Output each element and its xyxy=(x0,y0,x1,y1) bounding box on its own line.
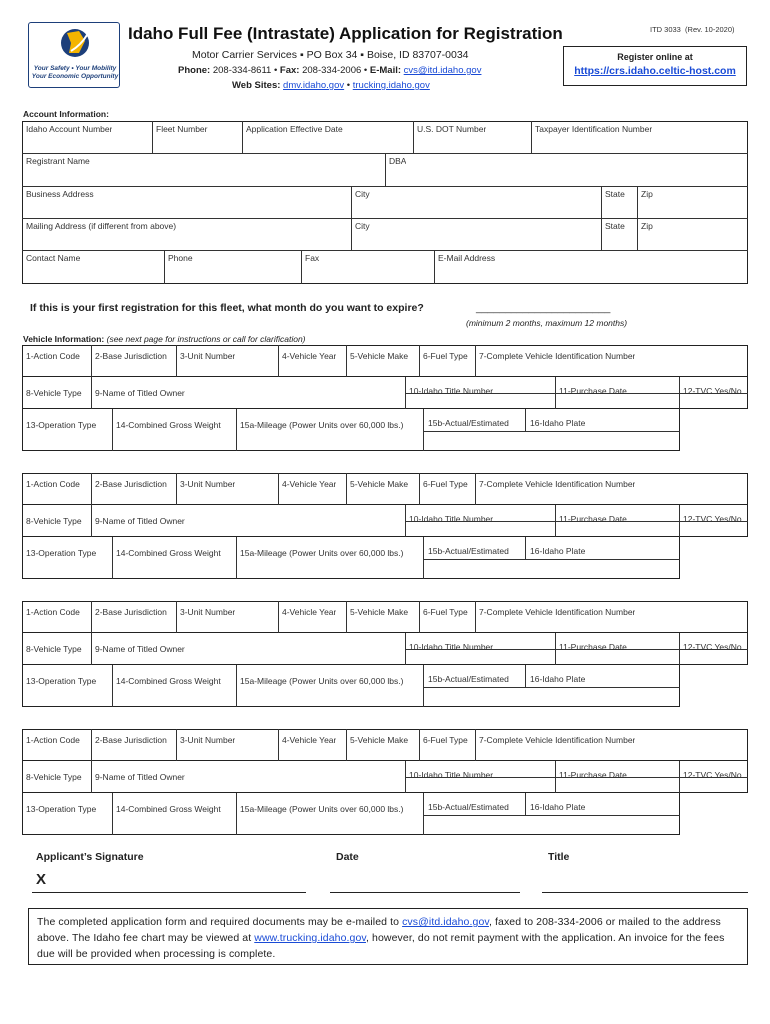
base-jurisdiction-field-4[interactable]: 2-Base Jurisdiction xyxy=(95,735,167,745)
form-title: Idaho Full Fee (Intrastate) Application for Registration xyxy=(128,24,563,43)
date-line[interactable] xyxy=(330,892,520,893)
business-zip-field[interactable]: Zip xyxy=(641,189,653,199)
fuel-type-field-1[interactable]: 6-Fuel Type xyxy=(423,351,468,361)
vehicle-type-field-4[interactable]: 8-Vehicle Type xyxy=(26,772,82,782)
footer-text-1: The completed application form and required documents may be e-mailed to xyxy=(37,916,403,928)
base-jurisdiction-field-3[interactable]: 2-Base Jurisdiction xyxy=(95,607,167,617)
dept-name: Motor Carrier Services xyxy=(192,49,298,61)
idaho-title-number-field-1[interactable]: 10-Idaho Title Number xyxy=(409,386,494,396)
idaho-account-number-field[interactable]: Idaho Account Number xyxy=(26,124,113,134)
operation-type-field-3[interactable]: 13-Operation Type xyxy=(26,676,97,686)
purchase-date-field-1[interactable]: 11-Purchase Date xyxy=(559,386,627,396)
unit-number-field-3[interactable]: 3-Unit Number xyxy=(180,607,236,617)
combined-gross-weight-field-2[interactable]: 14-Combined Gross Weight xyxy=(116,548,221,558)
vehicle-make-field-3[interactable]: 5-Vehicle Make xyxy=(350,607,409,617)
action-code-field-4[interactable]: 1-Action Code xyxy=(26,735,80,745)
purchase-date-field-4[interactable]: 11-Purchase Date xyxy=(559,770,627,780)
idaho-plate-field-3[interactable]: 16-Idaho Plate xyxy=(530,674,586,684)
fuel-type-field-2[interactable]: 6-Fuel Type xyxy=(423,479,468,489)
vehicle-year-field-1[interactable]: 4-Vehicle Year xyxy=(282,351,337,361)
phone-number: 208-334-8611 xyxy=(212,65,272,76)
mailing-state-field[interactable]: State xyxy=(605,221,625,231)
purchase-date-field-2[interactable]: 11-Purchase Date xyxy=(559,514,627,524)
tvc-yes-no-field-1[interactable]: 12-TVC Yes/No xyxy=(683,386,742,396)
action-code-field-1[interactable]: 1-Action Code xyxy=(26,351,80,361)
vehicle-year-field-3[interactable]: 4-Vehicle Year xyxy=(282,607,337,617)
operation-type-field-1[interactable]: 13-Operation Type xyxy=(26,420,97,430)
mileage-field-2[interactable]: 15a-Mileage (Power Units over 60,000 lbs.) xyxy=(240,548,404,558)
titled-owner-field-1[interactable]: 9-Name of Titled Owner xyxy=(95,388,185,398)
register-online-box xyxy=(563,46,747,86)
websites-label: Web Sites: xyxy=(232,80,281,91)
base-jurisdiction-field-1[interactable]: 2-Base Jurisdiction xyxy=(95,351,167,361)
form-revision: (Rev. 10-2020) xyxy=(685,25,735,34)
titled-owner-field-2[interactable]: 9-Name of Titled Owner xyxy=(95,516,185,526)
expiry-note: (minimum 2 months, maximum 12 months) xyxy=(466,318,628,328)
date-label: Date xyxy=(336,851,359,863)
footer-email-link[interactable]: cvs@itd.idaho.gov xyxy=(402,916,489,928)
signature-line[interactable] xyxy=(32,892,306,893)
base-jurisdiction-field-2[interactable]: 2-Base Jurisdiction xyxy=(95,479,167,489)
logo-tagline-1: Your Safety • Your Mobility xyxy=(33,65,117,72)
actual-estimated-field-4[interactable]: 15b-Actual/Estimated xyxy=(428,802,509,812)
dba-field[interactable]: DBA xyxy=(389,156,407,166)
tvc-yes-no-field-3[interactable]: 12-TVC Yes/No xyxy=(683,642,742,652)
title-label: Title xyxy=(548,851,570,863)
signature-x-mark: X xyxy=(36,871,47,888)
titled-owner-field-3[interactable]: 9-Name of Titled Owner xyxy=(95,644,185,654)
fleet-number-field[interactable]: Fleet Number xyxy=(156,124,208,134)
mailing-zip-field[interactable]: Zip xyxy=(641,221,653,231)
operation-type-field-4[interactable]: 13-Operation Type xyxy=(26,804,97,814)
vehicle-type-field-2[interactable]: 8-Vehicle Type xyxy=(26,516,82,526)
contact-name-field[interactable]: Contact Name xyxy=(26,253,81,263)
contact-email-field[interactable]: E-Mail Address xyxy=(438,253,496,263)
registrant-name-field[interactable]: Registrant Name xyxy=(26,156,90,166)
vehicle-make-field-2[interactable]: 5-Vehicle Make xyxy=(350,479,409,489)
city-line: Boise, ID 83707-0034 xyxy=(366,49,469,61)
address-line: Motor Carrier Services ▪ PO Box 34 ▪ Boise, ID 83707-0034 xyxy=(192,49,469,61)
fuel-type-field-4[interactable]: 6-Fuel Type xyxy=(423,735,468,745)
po-box: PO Box 34 xyxy=(306,49,358,61)
vehicle-type-field-1[interactable]: 8-Vehicle Type xyxy=(26,388,82,398)
vehicle-make-field-1[interactable]: 5-Vehicle Make xyxy=(350,351,409,361)
account-info-table xyxy=(22,121,748,284)
form-number xyxy=(650,25,735,34)
tvc-yes-no-field-2[interactable]: 12-TVC Yes/No xyxy=(683,514,742,524)
purchase-date-field-3[interactable]: 11-Purchase Date xyxy=(559,642,627,652)
titled-owner-field-4[interactable]: 9-Name of Titled Owner xyxy=(95,772,185,782)
email-link[interactable]: cvs@itd.idaho.gov xyxy=(403,65,482,76)
contact-phone-field[interactable]: Phone xyxy=(168,253,193,263)
actual-estimated-field-2[interactable]: 15b-Actual/Estimated xyxy=(428,546,509,556)
expiry-month-input[interactable]: _______________________ xyxy=(476,302,611,314)
action-code-field-3[interactable]: 1-Action Code xyxy=(26,607,80,617)
action-code-field-2[interactable]: 1-Action Code xyxy=(26,479,80,489)
account-section-label: Account Information: xyxy=(23,109,109,119)
form-id: ITD 3033 xyxy=(650,25,681,34)
vin-field-1[interactable]: 7-Complete Vehicle Identification Number xyxy=(479,351,636,361)
footer-text-3: , however, do not remit payment with the application. An invoice for the fees due will be provided when processing is complete. xyxy=(37,932,725,960)
unit-number-field-2[interactable]: 3-Unit Number xyxy=(180,479,236,489)
applicant-signature-label: Applicant’s Signature xyxy=(36,851,144,863)
register-label: Register online at xyxy=(617,52,693,62)
vehicle-section-label: Vehicle Information: xyxy=(23,334,105,344)
footer-text-2: , faxed to 208-334-2006 or mailed to the address above. The Idaho fee chart may be viewed at xyxy=(37,916,721,944)
idaho-title-number-field-4[interactable]: 10-Idaho Title Number xyxy=(409,770,494,780)
combined-gross-weight-field-3[interactable]: 14-Combined Gross Weight xyxy=(116,676,221,686)
idaho-plate-field-2[interactable]: 16-Idaho Plate xyxy=(530,546,586,556)
fuel-type-field-3[interactable]: 6-Fuel Type xyxy=(423,607,468,617)
vehicle-year-field-2[interactable]: 4-Vehicle Year xyxy=(282,479,337,489)
idaho-title-number-field-3[interactable]: 10-Idaho Title Number xyxy=(409,642,494,652)
business-city-field[interactable]: City xyxy=(355,189,370,199)
mileage-field-4[interactable]: 15a-Mileage (Power Units over 60,000 lbs.) xyxy=(240,804,404,814)
mileage-field-3[interactable]: 15a-Mileage (Power Units over 60,000 lbs.) xyxy=(240,676,404,686)
trucking-website-link[interactable]: trucking.idaho.gov xyxy=(352,80,430,91)
taxpayer-id-field[interactable]: Taxpayer Identification Number xyxy=(535,124,653,134)
unit-number-field-1[interactable]: 3-Unit Number xyxy=(180,351,236,361)
footer-website-link[interactable]: www.trucking.idaho.gov xyxy=(254,932,366,944)
expiry-question: If this is your first registration for this fleet, what month do you want to expire? xyxy=(30,302,424,314)
vehicle-type-field-3[interactable]: 8-Vehicle Type xyxy=(26,644,82,654)
mailing-city-field[interactable]: City xyxy=(355,221,370,231)
vehicle-section-header xyxy=(23,334,306,344)
unit-number-field-4[interactable]: 3-Unit Number xyxy=(180,735,236,745)
actual-estimated-field-1[interactable]: 15b-Actual/Estimated xyxy=(428,418,509,428)
register-online-link[interactable]: https://crs.idaho.celtic-host.com xyxy=(574,65,736,77)
tvc-yes-no-field-4[interactable]: 12-TVC Yes/No xyxy=(683,770,742,780)
mileage-field-1[interactable]: 15a-Mileage (Power Units over 60,000 lbs.) xyxy=(240,420,404,430)
business-state-field[interactable]: State xyxy=(605,189,625,199)
submission-instructions xyxy=(28,908,748,965)
phone-label: Phone: xyxy=(178,65,211,76)
websites-line: Web Sites: dmv.idaho.gov • trucking.idaho.gov xyxy=(232,80,430,91)
idaho-plate-field-4[interactable]: 16-Idaho Plate xyxy=(530,802,586,812)
fax-label: Fax: xyxy=(279,65,300,76)
fax-number: 208-334-2006 xyxy=(302,65,362,76)
effective-date-field[interactable]: Application Effective Date xyxy=(246,124,343,134)
dmv-website-link[interactable]: dmv.idaho.gov xyxy=(283,80,345,91)
mailing-address-field[interactable]: Mailing Address (if different from above) xyxy=(26,221,177,231)
idaho-plate-field-1[interactable]: 16-Idaho Plate xyxy=(530,418,586,428)
email-label: E-Mail: xyxy=(369,65,402,76)
title-line[interactable] xyxy=(542,892,748,893)
vehicle-section-note: (see next page for instructions or call for clarification) xyxy=(106,334,306,344)
combined-gross-weight-field-4[interactable]: 14-Combined Gross Weight xyxy=(116,804,221,814)
logo-tagline-2: Your Economic Opportunity xyxy=(31,73,119,80)
business-address-field[interactable]: Business Address xyxy=(26,189,94,199)
contact-line: Phone: 208-334-8611 • Fax: 208-334-2006 • E-Mail: cvs@itd.idaho.gov xyxy=(178,65,482,76)
vin-field-3[interactable]: 7-Complete Vehicle Identification Number xyxy=(479,607,636,617)
combined-gross-weight-field-1[interactable]: 14-Combined Gross Weight xyxy=(116,420,221,430)
itd-logo xyxy=(28,22,120,88)
vehicle-year-field-4[interactable]: 4-Vehicle Year xyxy=(282,735,337,745)
usdot-number-field[interactable]: U.S. DOT Number xyxy=(417,124,487,134)
contact-fax-field[interactable]: Fax xyxy=(305,253,320,263)
vehicle-make-field-4[interactable]: 5-Vehicle Make xyxy=(350,735,409,745)
vin-field-4[interactable]: 7-Complete Vehicle Identification Number xyxy=(479,735,636,745)
vin-field-2[interactable]: 7-Complete Vehicle Identification Number xyxy=(479,479,636,489)
actual-estimated-field-3[interactable]: 15b-Actual/Estimated xyxy=(428,674,509,684)
operation-type-field-2[interactable]: 13-Operation Type xyxy=(26,548,97,558)
idaho-title-number-field-2[interactable]: 10-Idaho Title Number xyxy=(409,514,494,524)
